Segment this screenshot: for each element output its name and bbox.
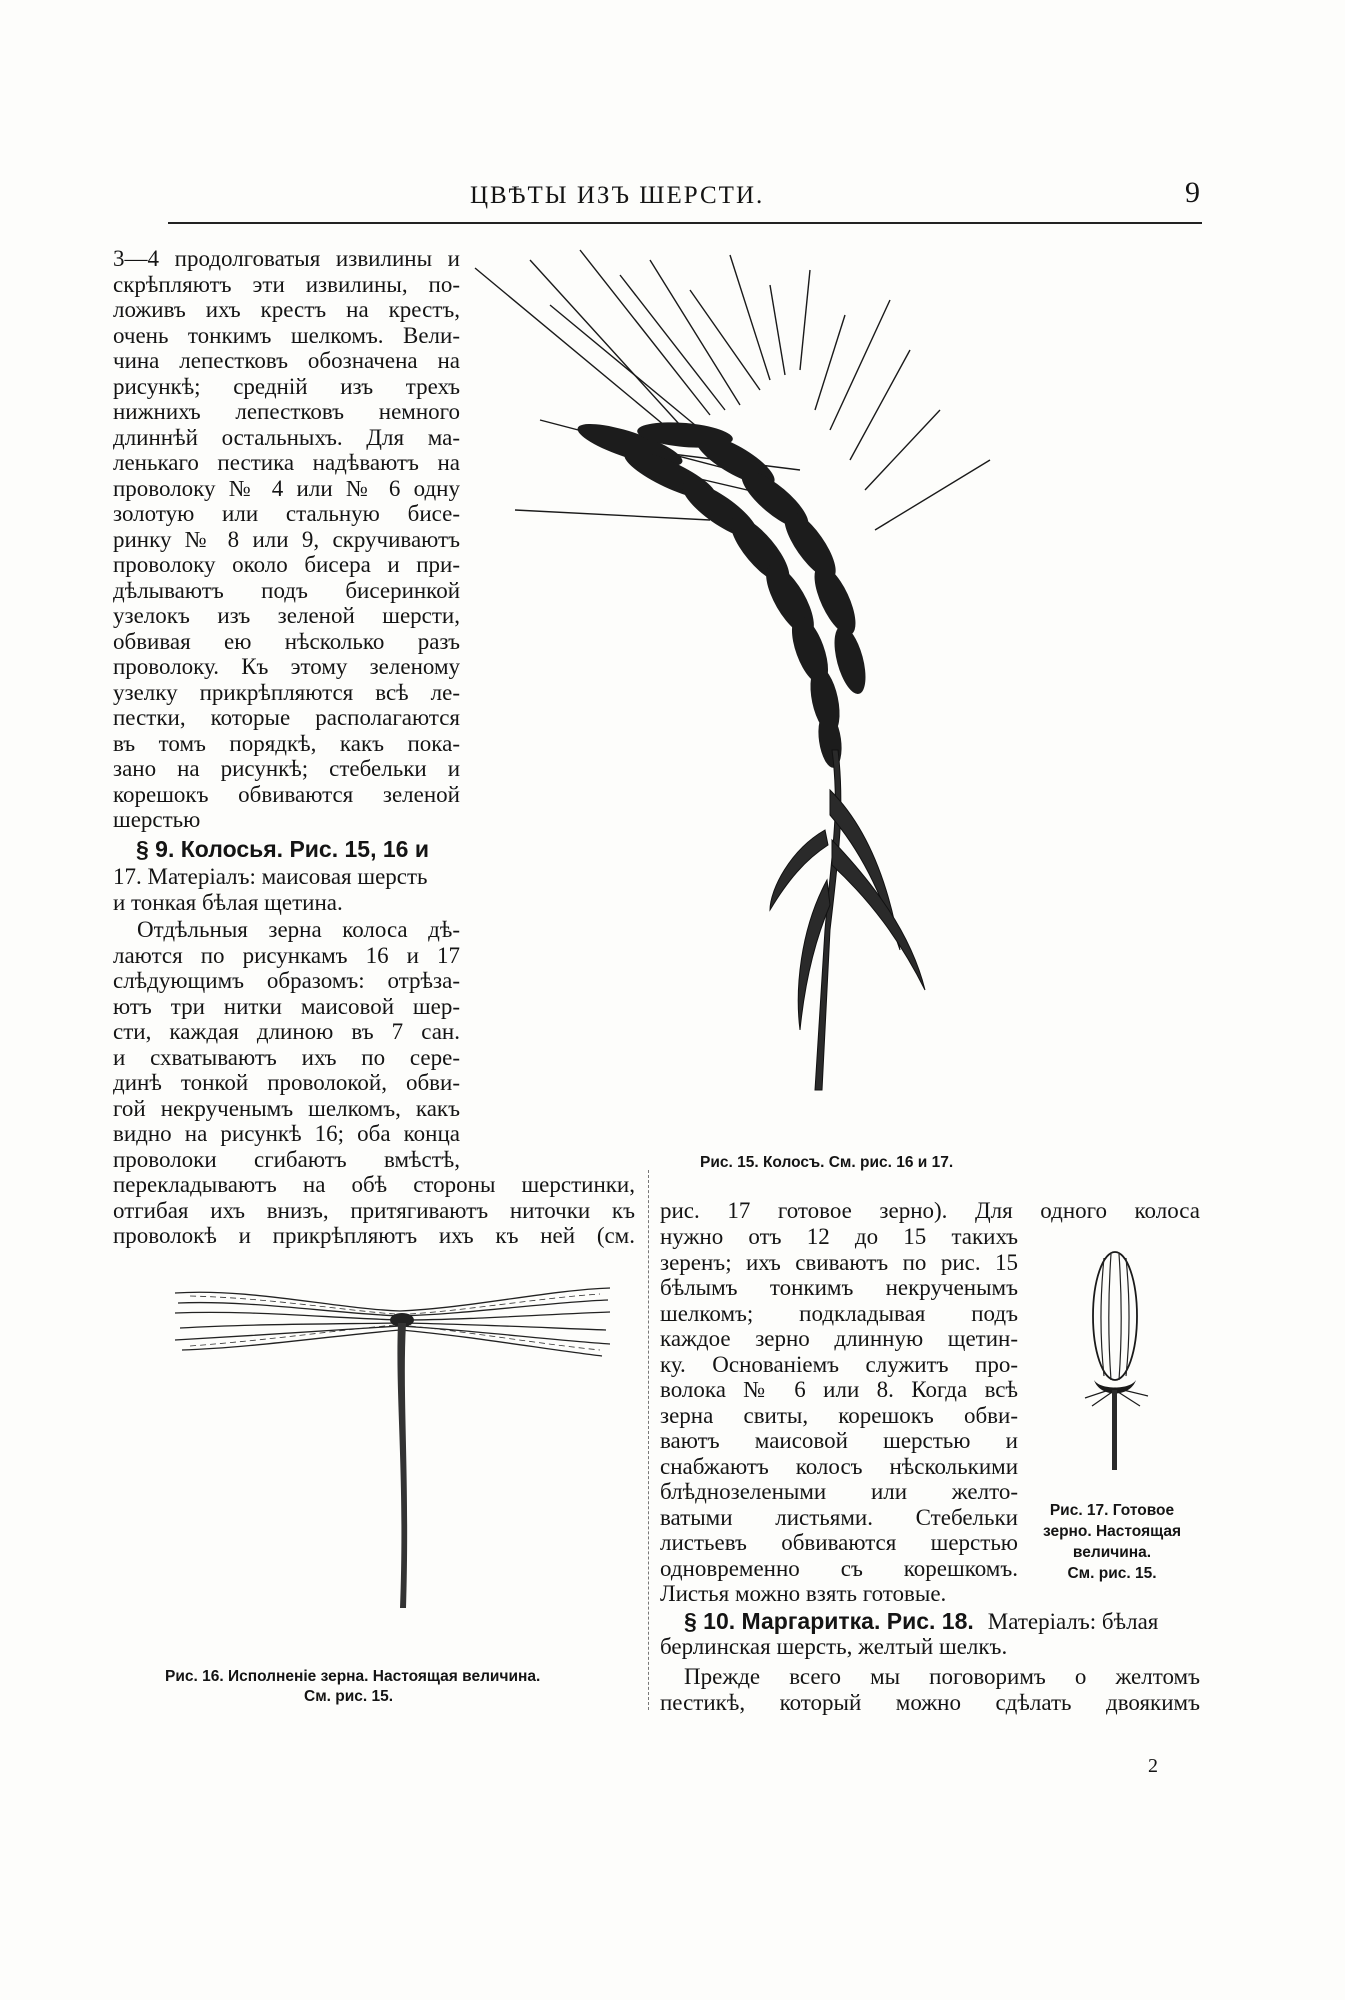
right-first-line: рис. 17 готовое зерно). Для одного колоса: [660, 1198, 1200, 1223]
text-line: зерна свиты, корешокъ обви-: [660, 1402, 1018, 1428]
text-line: блѣднозелеными или желто-: [660, 1479, 1018, 1504]
text-line: узелокъ изъ зеленой шерсти,: [113, 603, 460, 628]
figure-17-finished-grain: [1070, 1248, 1160, 1473]
section-10-line-2: берлинская шерсть, желтый шелкъ.: [660, 1634, 1008, 1659]
text-line: очень тонкимъ шелкомъ. Вели-: [113, 322, 460, 348]
text-line: лаются по рисункамъ 16 и 17: [113, 942, 460, 968]
text-line: и тонкая бѣлая щетина.: [113, 889, 343, 915]
figure-15-caption: Рис. 15. Колосъ. См. рис. 16 и 17.: [700, 1154, 954, 1171]
text-line: нужно отъ 12 до 15 такихъ: [660, 1224, 1018, 1249]
text-line: перекладываютъ на обѣ стороны шерстинки,: [113, 1172, 635, 1197]
signature-mark: 2: [1148, 1755, 1158, 1777]
column-divider: [648, 1170, 649, 1710]
text-line: ленькаго пестика надѣваютъ на: [113, 450, 460, 475]
text-line: одновременно съ корешкомъ.: [660, 1555, 1018, 1581]
text-line: нижнихъ лепестковъ немного: [113, 399, 460, 424]
text-line: скрѣпляютъ эти извилины, по-: [113, 271, 460, 297]
running-title: ЦВѢТЫ ИЗЪ ШЕРСТИ.: [470, 182, 765, 209]
text-line: 3—4 продолговатыя извилины и: [113, 246, 460, 271]
header-rule: [168, 222, 1202, 224]
text-line: Прежде всего мы поговоримъ о желтомъ: [684, 1664, 1200, 1689]
text-line: проволоки сгибаютъ вмѣстѣ,: [113, 1146, 460, 1172]
final-paragraph: [660, 1664, 1200, 1715]
text-line: сти, каждая длиною въ 7 сан.: [113, 1019, 460, 1044]
text-line: 17. Матеріалъ: маисовая шерсть: [113, 864, 428, 889]
text-line: снабжаютъ колосъ нѣсколькими: [660, 1453, 1018, 1479]
text-line: ринку № 8 или 9, скручиваютъ: [113, 526, 460, 552]
text-line: проволоку № 4 или № 6 одну: [113, 475, 460, 501]
text-line: шерстью: [113, 807, 201, 832]
left-paragraph: [113, 246, 460, 833]
text-line: отгибая ихъ внизъ, притягиваютъ ниточки къ: [113, 1197, 635, 1223]
text-line: видно на рисункѣ 16; оба конца: [113, 1121, 460, 1146]
right-paragraph: [660, 1224, 1018, 1607]
text-line: динѣ тонкой проволокой, обви-: [113, 1070, 460, 1095]
text-line: въ томъ порядкѣ, какъ пока-: [113, 730, 460, 756]
text-line: ку. Основаніемъ служитъ про-: [660, 1351, 1018, 1377]
wide-paragraph: [113, 1172, 635, 1249]
figure-16-grain: [170, 1278, 610, 1638]
section-10-line: [660, 1608, 1200, 1635]
text-line: обвивая ею нѣсколько разъ: [113, 628, 460, 654]
caption-line: См. рис. 15.: [1067, 1565, 1157, 1582]
text-line: бѣлымъ тонкимъ некрученымъ: [660, 1275, 1018, 1300]
text-line: волока № 6 или 8. Когда всѣ: [660, 1377, 1018, 1402]
text-line: Листья можно взять готовые.: [660, 1581, 947, 1606]
text-line: зеренъ; ихъ свиваютъ по рис. 15: [660, 1249, 1018, 1275]
text-line: золотую или стальную бисе-: [113, 501, 460, 526]
caption-line: величина.: [1072, 1544, 1152, 1561]
text-line: ложивъ ихъ крестъ на крестъ,: [113, 297, 460, 322]
figure-15-wheat-ear: [470, 230, 1210, 1130]
text-line: ваютъ маисовой шерстью и: [660, 1428, 1018, 1453]
section-9-heading: § 9. Колосья. Рис. 15, 16 и: [136, 836, 429, 862]
text-line: листьевъ обвиваются шерстью: [660, 1530, 1018, 1555]
figure-17-caption: [1022, 1500, 1202, 1584]
text-line: проволоку. Къ этому зеленому: [113, 654, 460, 679]
text-line: рисункѣ; средній изъ трехъ: [113, 373, 460, 399]
text-line: корешокъ обвиваются зеленой: [113, 781, 460, 807]
text-line: дѣлываютъ подъ бисеринкой: [113, 577, 460, 603]
text-line: длиннѣй остальныхъ. Для ма-: [113, 424, 460, 450]
text-line: пестикѣ, который можно сдѣлать двоякимъ: [660, 1689, 1200, 1715]
text-line: пестки, которые располагаются: [113, 705, 460, 730]
text-line: шелкомъ; подкладывая подъ: [660, 1300, 1018, 1326]
figure-16-caption-ref: См. рис. 15.: [304, 1688, 394, 1705]
text-line: зано на рисункѣ; стебельки и: [113, 756, 460, 781]
text-line: узелку прикрѣпляются всѣ ле-: [113, 679, 460, 705]
text-line: и схватываютъ ихъ по сере-: [113, 1044, 460, 1070]
section-9-material: [113, 864, 460, 915]
text-line: ютъ три нитки маисовой шер-: [113, 993, 460, 1019]
text-line: чина лепестковъ обозначена на: [113, 348, 460, 373]
caption-line: Рис. 17. Готовое: [1049, 1502, 1175, 1519]
section-10-material: Матеріалъ: бѣлая: [987, 1609, 1159, 1634]
text-line: каждое зерно длинную щетин-: [660, 1326, 1018, 1351]
text-line: ватыми листьями. Стебельки: [660, 1504, 1018, 1530]
text-line: Отдѣльныя зерна колоса дѣ-: [137, 917, 460, 942]
text-line: проволокѣ и прикрѣпляютъ ихъ къ ней (см.: [113, 1223, 635, 1248]
figure-16-caption: Рис. 16. Исполненіе зерна. Настоящая величина.: [165, 1668, 541, 1685]
text-line: гой некрученымъ шелкомъ, какъ: [113, 1095, 460, 1121]
text-line: слѣдующимъ образомъ: отрѣза-: [113, 968, 460, 993]
text-line: проволоку около бисера и при-: [113, 552, 460, 577]
section-10-heading: § 10. Маргаритка. Рис. 18.: [684, 1608, 974, 1634]
page-number: 9: [1185, 176, 1200, 209]
caption-line: зерно. Настоящая: [1042, 1523, 1182, 1540]
grain-paragraph: [113, 917, 460, 1172]
